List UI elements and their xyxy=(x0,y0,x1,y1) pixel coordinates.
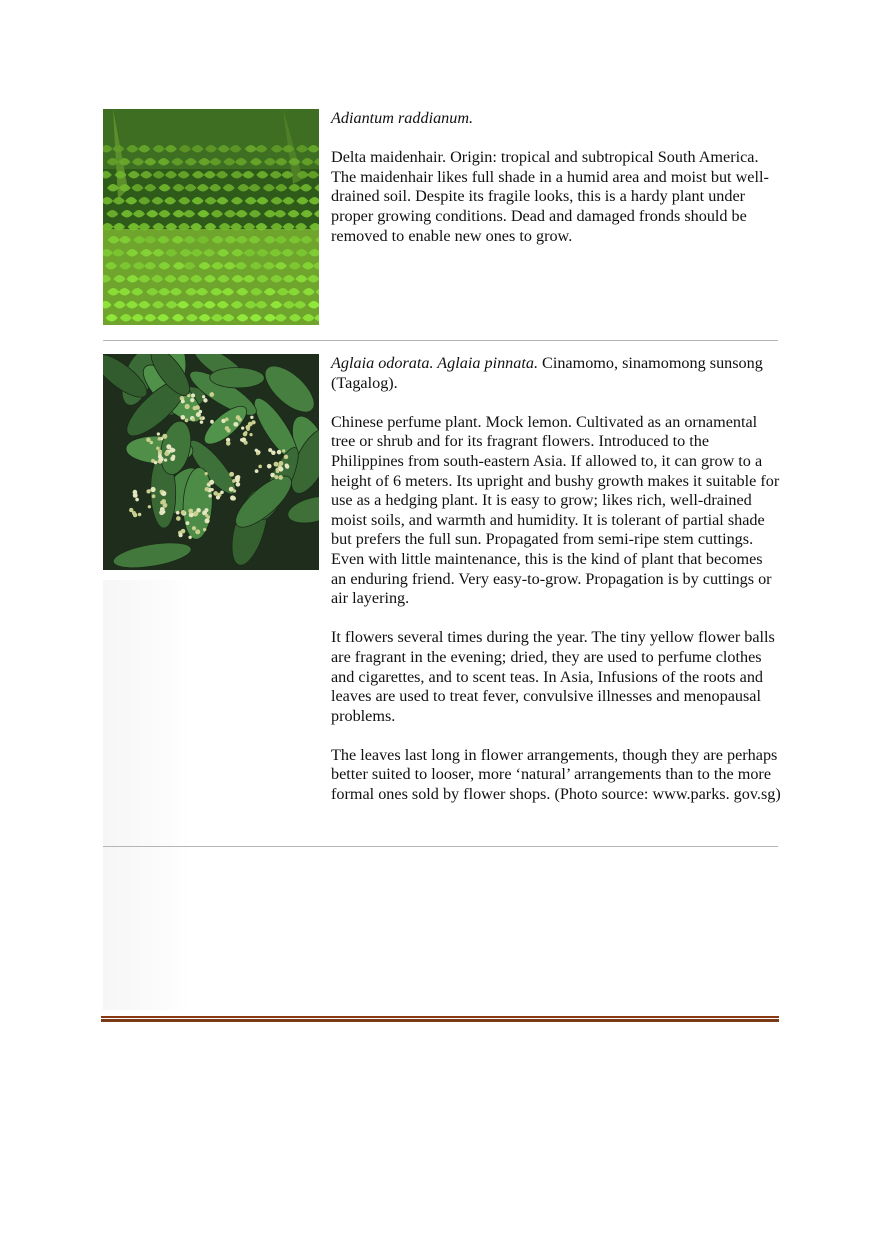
scientific-name: Adiantum raddianum. xyxy=(331,109,474,127)
aglaia-odorata-photo xyxy=(103,354,319,570)
adiantum-raddianum-photo xyxy=(103,109,319,325)
entry-text xyxy=(331,354,781,805)
common-names: Cinamomo, sinamomong sunsong (Tagalog). xyxy=(331,354,763,392)
description-paragraph: Chinese perfume plant. Mock lemon. Cultivated as an ornamental tree or shrub and for its fragrant flowers. Introduced to the Philippines from south-eastern Asia. If allowed to, it can grow to a height of 6 meters. Its upright and bushy growth makes it suitable for use as a hedging plant. It is easy to grow; likes rich, well-drained moist soils, and warmth and humidity. It is tolerant of partial shade but prefers the full sun. Propagated from semi-ripe stem cuttings. Even with little maintenance, this is the kind of plant that becomes an enduring friend. Very easy-to-grow. Propagation is by cuttings or air layering. xyxy=(331,412,780,608)
species-heading xyxy=(331,109,781,129)
entry-divider xyxy=(103,846,778,847)
scientific-name: Aglaia odorata. Aglaia pinnata. xyxy=(331,354,538,372)
description-paragraph: The leaves last long in flower arrangements, though they are perhaps better suited to looser, more ‘natural’ arrangements than to the more formal ones sold by flower shops. (Photo source: www.parks. gov.sg) xyxy=(331,745,781,804)
footer-rule xyxy=(101,1016,779,1022)
description-paragraph: Delta maidenhair. Origin: tropical and subtropical South America. The maidenhair likes full shade in a humid area and moist but well-drained soil. Despite its fragile looks, this is a hardy plant under proper growing conditions. Dead and damaged fronds should be removed to enable new ones to grow. xyxy=(331,148,769,245)
entry-text xyxy=(331,109,781,246)
entry-divider xyxy=(103,340,778,341)
species-heading xyxy=(331,354,781,393)
fern-image xyxy=(103,109,319,325)
page-shade xyxy=(103,580,193,1010)
aglaia-image xyxy=(103,354,319,570)
description-paragraph: It flowers several times during the year. The tiny yellow flower balls are fragrant in the evening; dried, they are used to perfume clothes and cigarettes, and to scent teas. In Asia, Infusions of the roots and leaves are used to treat fever, convulsive illnesses and menopausal problems. xyxy=(331,628,775,725)
